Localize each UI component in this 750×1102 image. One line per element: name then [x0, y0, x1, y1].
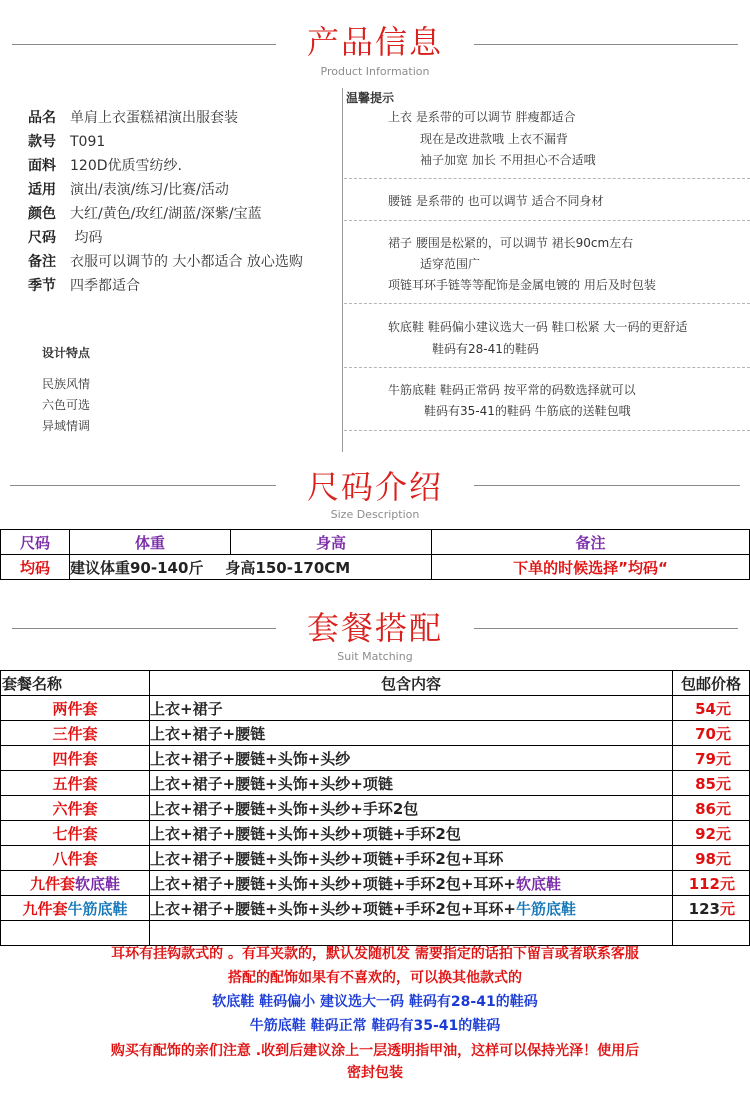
tips-divider	[344, 178, 750, 179]
header-size: 尺码	[1, 530, 70, 555]
info-row-season: 季节 四季都适合	[28, 278, 140, 294]
suit-content: 上衣+裙子+腰链+头饰+头纱+项链+手环2包+耳环+	[150, 899, 516, 918]
suit-name: 八件套	[1, 846, 150, 871]
suit-name: 五件套	[1, 771, 150, 796]
suit-price: 86元	[673, 796, 750, 821]
table-row-empty	[1, 921, 750, 946]
table-row	[1, 846, 750, 871]
tip-line: 项链耳环手链等等配饰是金属电镀的 用后及时包装	[388, 278, 656, 292]
suit-content-extra: 牛筋底鞋	[516, 899, 577, 918]
note-earrings: 耳环有挂钩款式的 。有耳夹款的，默认发随机发 需要指定的话拍下留言或者联系客服	[111, 946, 639, 962]
note-soft-shoes: 软底鞋 鞋码偏小 建议选大一码 鞋码有28-41的鞋码	[212, 994, 538, 1010]
info-row-remark: 备注 衣服可以调节的 大小都适合 放心选购	[28, 254, 303, 270]
suit-content: 上衣+裙子+腰链+头饰+头纱+手环2包	[150, 796, 673, 821]
suit-price: 112元	[673, 871, 750, 896]
features-title: 设计特点	[42, 346, 91, 360]
table-row	[1, 821, 750, 846]
note-care-1: 购买有配饰的亲们注意 .收到后建议涂上一层透明指甲油，这样可以保持光泽！使用后	[110, 1043, 640, 1059]
table-row	[1, 696, 750, 721]
info-row-colors: 颜色 大红/黄色/玫红/湖蓝/深紫/宝蓝	[28, 206, 262, 222]
weight-height-cell	[70, 555, 432, 580]
suit-content: 上衣+裙子+腰链+头饰+头纱	[150, 746, 673, 771]
tips-divider	[344, 367, 750, 368]
suit-name: 七件套	[1, 821, 150, 846]
tips-divider	[344, 430, 750, 431]
tip-line: 袖子加宽 加长 不用担心不合适哦	[420, 153, 596, 167]
header-price: 包邮价格	[673, 671, 750, 696]
suit-content: 上衣+裙子+腰链+头饰+头纱+项链+手环2包	[150, 821, 673, 846]
suit-content-cell	[150, 871, 673, 896]
suit-name-extra: 牛筋底鞋	[67, 899, 128, 918]
size-table-header	[1, 530, 750, 555]
note-rubber-shoes: 牛筋底鞋 鞋码正常 鞋码有35-41的鞋码	[249, 1018, 501, 1034]
tip-line: 鞋码有28-41的鞋码	[432, 342, 539, 356]
suit-table-header	[1, 671, 750, 696]
tip-line: 牛筋底鞋 鞋码正常码 按平常的码数选择就可以	[388, 383, 636, 397]
tip-line: 裙子 腰围是松紧的，可以调节 裙长90cm左右	[388, 236, 634, 250]
size-value: 均码	[1, 555, 70, 580]
info-row-size: 尺码 均码	[28, 230, 103, 246]
suit-price-cell	[673, 896, 750, 921]
suit-content-cell	[150, 896, 673, 921]
info-row-style-no: 款号 T091	[28, 134, 106, 150]
suit-content: 上衣+裙子+腰链	[150, 721, 673, 746]
feature-item: 异域情调	[42, 419, 91, 433]
suit-price: 92元	[673, 821, 750, 846]
suit-name: 六件套	[1, 796, 150, 821]
suit-content: 上衣+裙子+腰链+头饰+头纱+项链	[150, 771, 673, 796]
table-row	[1, 721, 750, 746]
tip-line: 腰链 是系带的 也可以调节 适合不同身材	[388, 194, 604, 208]
table-row	[1, 771, 750, 796]
tip-line: 软底鞋 鞋码偏小建议选大一码 鞋口松紧 大一码的更舒适	[388, 320, 688, 334]
suit-price: 54元	[673, 696, 750, 721]
header-content: 包含内容	[150, 671, 673, 696]
tip-line: 现在是改进款哦 上衣不漏背	[420, 132, 568, 146]
suit-name: 四件套	[1, 746, 150, 771]
info-row-usage: 适用 演出/表演/练习/比赛/活动	[28, 182, 229, 198]
suit-name: 两件套	[1, 696, 150, 721]
note-accessories: 搭配的配饰如果有不喜欢的，可以换其他款式的	[228, 970, 522, 986]
suit-section-title: 套餐搭配	[306, 609, 443, 647]
tip-line: 鞋码有35-41的鞋码 牛筋底的送鞋包哦	[424, 404, 631, 418]
tips-divider	[344, 303, 750, 304]
suit-section-subtitle: Suit Matching	[337, 650, 413, 663]
suit-name-cell	[1, 896, 150, 921]
feature-item: 六色可选	[42, 398, 91, 412]
table-row	[1, 896, 750, 921]
suit-content-extra: 软底鞋	[516, 874, 562, 893]
table-row	[1, 746, 750, 771]
suit-price-unit: 元	[719, 899, 735, 918]
size-section-subtitle: Size Description	[330, 508, 420, 521]
suit-name: 三件套	[1, 721, 150, 746]
tips-title: 温馨提示	[346, 91, 395, 105]
table-row	[1, 796, 750, 821]
suit-name-extra: 软底鞋	[75, 874, 121, 893]
table-row	[1, 871, 750, 896]
suit-name-cell	[1, 871, 150, 896]
suit-table	[0, 670, 750, 946]
suit-content: 上衣+裙子	[150, 696, 673, 721]
suit-content: 上衣+裙子+腰链+头饰+头纱+项链+手环2包+耳环	[150, 846, 673, 871]
header-note: 备注	[432, 530, 750, 555]
feature-item: 民族风情	[42, 377, 91, 391]
tip-line: 上衣 是系带的可以调节 胖瘦都适合	[388, 110, 576, 124]
suit-name: 九件套	[22, 899, 68, 918]
tip-line: 适穿范围广	[420, 257, 481, 271]
size-table	[0, 529, 750, 580]
note-value: 下单的时候选择”均码“	[432, 555, 750, 580]
size-table-row	[1, 555, 750, 580]
product-section-subtitle: Product Information	[320, 65, 430, 78]
tips-divider	[344, 220, 750, 221]
suit-price: 123	[688, 899, 720, 918]
note-care-2: 密封包装	[347, 1065, 403, 1081]
suit-content: 上衣+裙子+腰链+头饰+头纱+项链+手环2包+耳环+	[150, 874, 516, 893]
suit-price: 79元	[673, 746, 750, 771]
suit-name: 九件套	[29, 874, 75, 893]
header-height: 身高	[231, 530, 432, 555]
suit-price: 98元	[673, 846, 750, 871]
suit-price: 70元	[673, 721, 750, 746]
suit-price: 85元	[673, 771, 750, 796]
vertical-divider	[342, 88, 343, 452]
size-section-title: 尺码介绍	[306, 468, 443, 506]
weight-value: 建议体重90-140斤	[70, 558, 204, 577]
info-row-name: 品名 单肩上衣蛋糕裙演出服套装	[28, 110, 238, 126]
product-section-title: 产品信息	[306, 23, 443, 61]
info-row-fabric: 面料 120D优质雪纺纱.	[28, 158, 182, 174]
header-weight: 体重	[70, 530, 231, 555]
height-value: 身高150-170CM	[225, 558, 351, 577]
header-suit-name: 套餐名称	[1, 671, 150, 696]
